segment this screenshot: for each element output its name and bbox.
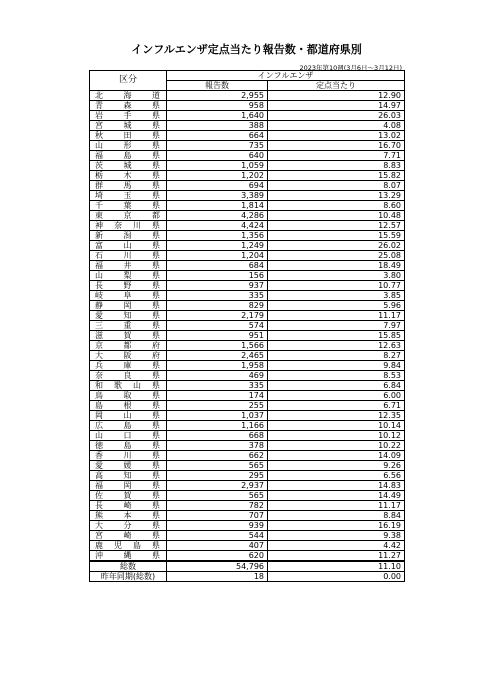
- prefecture-name: 福 岡 県: [95, 481, 160, 490]
- prefecture-name: 青 森 県: [95, 101, 160, 110]
- prefecture-cell: [90, 221, 167, 231]
- reports-cell: 1,640: [167, 111, 268, 121]
- prefecture-name: 長 崎 県: [95, 501, 160, 510]
- per-sentinel-cell: 8.07: [268, 181, 405, 191]
- prefecture-cell: [90, 281, 167, 291]
- reports-cell: 388: [167, 121, 268, 131]
- reports-cell: 1,958: [167, 361, 268, 371]
- table-row: [90, 311, 405, 321]
- table-row: [90, 241, 405, 251]
- prefecture-cell: [90, 91, 167, 101]
- prefecture-name: 沖 縄 県: [95, 551, 160, 560]
- prefecture-name: 滋 賀 県: [95, 331, 160, 340]
- prefecture-cell: [90, 381, 167, 391]
- prefecture-cell: [90, 351, 167, 361]
- table-row: [90, 291, 405, 301]
- table-row: [90, 321, 405, 331]
- prefecture-cell: [90, 141, 167, 151]
- reports-cell: 1,356: [167, 231, 268, 241]
- prefecture-cell: [90, 521, 167, 531]
- prefecture-name: 秋 田 県: [95, 131, 160, 140]
- table-row: [90, 111, 405, 121]
- total-row: [90, 561, 405, 572]
- per-sentinel-cell: 3.85: [268, 291, 405, 301]
- prefecture-cell: [90, 421, 167, 431]
- prefecture-name: 富 山 県: [95, 241, 160, 250]
- per-sentinel-cell: 11.17: [268, 501, 405, 511]
- prefecture-cell: [90, 101, 167, 111]
- reports-cell: 407: [167, 541, 268, 551]
- prefecture-name: 島 根 県: [95, 401, 160, 410]
- prefecture-name: 徳 島 県: [95, 441, 160, 450]
- prefecture-cell: [90, 251, 167, 261]
- table-row: [90, 201, 405, 211]
- reports-cell: 295: [167, 471, 268, 481]
- table-row: [90, 141, 405, 151]
- table-row: [90, 231, 405, 241]
- prefecture-name: 三 重 県: [95, 321, 160, 330]
- per-sentinel-cell: 8.84: [268, 511, 405, 521]
- last-year-label: 昨年同期(総数): [90, 572, 167, 582]
- total-per-sentinel: 11.10: [268, 561, 405, 572]
- table-row: [90, 341, 405, 351]
- reports-cell: 1,204: [167, 251, 268, 261]
- reports-cell: 174: [167, 391, 268, 401]
- prefecture-cell: [90, 321, 167, 331]
- reports-cell: 156: [167, 271, 268, 281]
- reports-cell: 640: [167, 151, 268, 161]
- prefecture-cell: [90, 231, 167, 241]
- prefecture-name: 山 梨 県: [95, 271, 160, 280]
- prefecture-name: 大 分 県: [95, 521, 160, 530]
- per-sentinel-cell: 7.71: [268, 151, 405, 161]
- reports-cell: 544: [167, 531, 268, 541]
- prefecture-name: 広 島 県: [95, 421, 160, 430]
- per-sentinel-cell: 25.08: [268, 251, 405, 261]
- prefecture-name: 福 井 県: [95, 261, 160, 270]
- prefecture-cell: [90, 411, 167, 421]
- prefecture-cell: [90, 531, 167, 541]
- prefecture-name: 鹿 児 島 県: [95, 541, 160, 550]
- per-sentinel-cell: 16.19: [268, 521, 405, 531]
- reports-cell: 664: [167, 131, 268, 141]
- prefecture-cell: [90, 181, 167, 191]
- prefecture-name: 神 奈 川 県: [95, 221, 160, 230]
- reports-cell: 1,037: [167, 411, 268, 421]
- per-sentinel-cell: 10.12: [268, 431, 405, 441]
- table-row: [90, 401, 405, 411]
- table-row: [90, 331, 405, 341]
- reports-cell: 829: [167, 301, 268, 311]
- per-sentinel-cell: 6.00: [268, 391, 405, 401]
- per-sentinel-cell: 14.97: [268, 101, 405, 111]
- prefecture-name: 愛 媛 県: [95, 461, 160, 470]
- prefecture-cell: [90, 461, 167, 471]
- per-sentinel-cell: 14.83: [268, 481, 405, 491]
- table-row: [90, 91, 405, 101]
- prefecture-name: 岡 山 県: [95, 411, 160, 420]
- prefecture-cell: [90, 111, 167, 121]
- reports-cell: 2,937: [167, 481, 268, 491]
- prefecture-cell: [90, 551, 167, 562]
- table-row: [90, 481, 405, 491]
- per-sentinel-cell: 4.08: [268, 121, 405, 131]
- region-header: 区分: [90, 71, 167, 91]
- reports-cell: 684: [167, 261, 268, 271]
- prefecture-name: 北 海 道: [95, 91, 160, 100]
- prefecture-name: 静 岡 県: [95, 301, 160, 310]
- table-row: [90, 411, 405, 421]
- reports-cell: 1,814: [167, 201, 268, 211]
- reports-cell: 668: [167, 431, 268, 441]
- per-sentinel-cell: 13.29: [268, 191, 405, 201]
- table-row: [90, 101, 405, 111]
- prefecture-name: 熊 本 県: [95, 511, 160, 520]
- prefecture-name: 京 都 府: [95, 341, 160, 350]
- per-sentinel-cell: 12.35: [268, 411, 405, 421]
- table-row: [90, 521, 405, 531]
- prefecture-name: 埼 玉 県: [95, 191, 160, 200]
- reports-cell: 469: [167, 371, 268, 381]
- table-row: [90, 211, 405, 221]
- influenza-table: [89, 70, 405, 582]
- reports-cell: 1,249: [167, 241, 268, 251]
- reports-cell: 335: [167, 381, 268, 391]
- prefecture-name: 茨 城 県: [95, 161, 160, 170]
- table-row: [90, 551, 405, 562]
- prefecture-name: 石 川 県: [95, 251, 160, 260]
- per-sentinel-cell: 6.71: [268, 401, 405, 411]
- per-sentinel-cell: 16.70: [268, 141, 405, 151]
- prefecture-cell: [90, 451, 167, 461]
- prefecture-cell: [90, 261, 167, 271]
- reports-cell: 574: [167, 321, 268, 331]
- prefecture-cell: [90, 191, 167, 201]
- per-sentinel-cell: 14.49: [268, 491, 405, 501]
- table-row: [90, 381, 405, 391]
- table-row: [90, 131, 405, 141]
- prefecture-cell: [90, 121, 167, 131]
- prefecture-cell: [90, 481, 167, 491]
- prefecture-name: 奈 良 県: [95, 371, 160, 380]
- table-row: [90, 541, 405, 551]
- reports-cell: 565: [167, 491, 268, 501]
- table-row: [90, 161, 405, 171]
- table-row: [90, 251, 405, 261]
- total-reports: 54,796: [167, 561, 268, 572]
- reports-cell: 1,059: [167, 161, 268, 171]
- reports-cell: 958: [167, 101, 268, 111]
- reports-header: 報告数: [167, 81, 268, 91]
- prefecture-name: 兵 庫 県: [95, 361, 160, 370]
- prefecture-name: 千 葉 県: [95, 201, 160, 210]
- table-row: [90, 371, 405, 381]
- last-year-per-sentinel: 0.00: [268, 572, 405, 582]
- prefecture-name: 愛 知 県: [95, 311, 160, 320]
- per-sentinel-cell: 8.83: [268, 161, 405, 171]
- reports-cell: 620: [167, 551, 268, 562]
- report-period: 2023年第10週(3月6日～3月12日): [299, 64, 402, 72]
- prefecture-cell: [90, 471, 167, 481]
- per-sentinel-cell: 11.27: [268, 551, 405, 562]
- table-row: [90, 431, 405, 441]
- reports-cell: 4,424: [167, 221, 268, 231]
- prefecture-cell: [90, 131, 167, 141]
- table-row: [90, 351, 405, 361]
- table-row: [90, 391, 405, 401]
- table-row: [90, 301, 405, 311]
- prefecture-cell: [90, 511, 167, 521]
- reports-cell: 735: [167, 141, 268, 151]
- per-sentinel-cell: 12.63: [268, 341, 405, 351]
- reports-cell: 378: [167, 441, 268, 451]
- influenza-header: インフルエンザ: [167, 71, 405, 81]
- prefecture-cell: [90, 541, 167, 551]
- per-sentinel-header: 定点当たり: [268, 81, 405, 91]
- reports-cell: 951: [167, 331, 268, 341]
- prefecture-name: 宮 崎 県: [95, 531, 160, 540]
- prefecture-cell: [90, 241, 167, 251]
- prefecture-cell: [90, 301, 167, 311]
- prefecture-cell: [90, 501, 167, 511]
- table-row: [90, 461, 405, 471]
- per-sentinel-cell: 15.82: [268, 171, 405, 181]
- prefecture-cell: [90, 171, 167, 181]
- per-sentinel-cell: 8.27: [268, 351, 405, 361]
- reports-cell: 694: [167, 181, 268, 191]
- table-row: [90, 171, 405, 181]
- prefecture-name: 大 阪 府: [95, 351, 160, 360]
- per-sentinel-cell: 12.57: [268, 221, 405, 231]
- table-row: [90, 471, 405, 481]
- reports-cell: 1,566: [167, 341, 268, 351]
- per-sentinel-cell: 8.53: [268, 371, 405, 381]
- per-sentinel-cell: 14.09: [268, 451, 405, 461]
- per-sentinel-cell: 9.38: [268, 531, 405, 541]
- per-sentinel-cell: 15.85: [268, 331, 405, 341]
- per-sentinel-cell: 5.96: [268, 301, 405, 311]
- prefecture-cell: [90, 201, 167, 211]
- prefecture-cell: [90, 401, 167, 411]
- per-sentinel-cell: 10.22: [268, 441, 405, 451]
- per-sentinel-cell: 9.84: [268, 361, 405, 371]
- table-row: [90, 121, 405, 131]
- last-year-row: [90, 572, 405, 582]
- prefecture-name: 群 馬 県: [95, 181, 160, 190]
- per-sentinel-cell: 26.02: [268, 241, 405, 251]
- prefecture-cell: [90, 331, 167, 341]
- prefecture-cell: [90, 371, 167, 381]
- page-title: インフルエンザ定点当たり報告数・都道府県別: [131, 43, 362, 56]
- prefecture-cell: [90, 151, 167, 161]
- table-row: [90, 361, 405, 371]
- reports-cell: 4,286: [167, 211, 268, 221]
- table-row: [90, 261, 405, 271]
- prefecture-cell: [90, 211, 167, 221]
- table-row: [90, 421, 405, 431]
- per-sentinel-cell: 15.59: [268, 231, 405, 241]
- prefecture-cell: [90, 311, 167, 321]
- per-sentinel-cell: 8.60: [268, 201, 405, 211]
- prefecture-name: 佐 賀 県: [95, 491, 160, 500]
- prefecture-name: 長 野 県: [95, 281, 160, 290]
- prefecture-name: 和 歌 山 県: [95, 381, 160, 390]
- total-label: 総数: [90, 561, 167, 572]
- table-row: [90, 221, 405, 231]
- per-sentinel-cell: 10.14: [268, 421, 405, 431]
- per-sentinel-cell: 6.56: [268, 471, 405, 481]
- prefecture-name: 栃 木 県: [95, 171, 160, 180]
- reports-cell: 2,465: [167, 351, 268, 361]
- table-row: [90, 501, 405, 511]
- reports-cell: 335: [167, 291, 268, 301]
- prefecture-cell: [90, 361, 167, 371]
- table-row: [90, 491, 405, 501]
- prefecture-name: 岐 阜 県: [95, 291, 160, 300]
- per-sentinel-cell: 10.77: [268, 281, 405, 291]
- prefecture-name: 高 知 県: [95, 471, 160, 480]
- table-row: [90, 271, 405, 281]
- reports-cell: 662: [167, 451, 268, 461]
- reports-cell: 565: [167, 461, 268, 471]
- prefecture-name: 鳥 取 県: [95, 391, 160, 400]
- table-row: [90, 191, 405, 201]
- last-year-reports: 18: [167, 572, 268, 582]
- table-row: [90, 281, 405, 291]
- prefecture-name: 岩 手 県: [95, 111, 160, 120]
- per-sentinel-cell: 10.48: [268, 211, 405, 221]
- per-sentinel-cell: 6.84: [268, 381, 405, 391]
- per-sentinel-cell: 18.49: [268, 261, 405, 271]
- reports-cell: 2,955: [167, 91, 268, 101]
- prefecture-cell: [90, 291, 167, 301]
- prefecture-cell: [90, 161, 167, 171]
- table-row: [90, 511, 405, 521]
- prefecture-name: 新 潟 県: [95, 231, 160, 240]
- prefecture-name: 山 口 県: [95, 431, 160, 440]
- prefecture-name: 福 島 県: [95, 151, 160, 160]
- prefecture-cell: [90, 431, 167, 441]
- prefecture-name: 山 形 県: [95, 141, 160, 150]
- table-row: [90, 151, 405, 161]
- prefecture-name: 宮 城 県: [95, 121, 160, 130]
- reports-cell: 1,202: [167, 171, 268, 181]
- reports-cell: 255: [167, 401, 268, 411]
- per-sentinel-cell: 12.90: [268, 91, 405, 101]
- reports-cell: 707: [167, 511, 268, 521]
- per-sentinel-cell: 11.17: [268, 311, 405, 321]
- table-row: [90, 441, 405, 451]
- per-sentinel-cell: 9.26: [268, 461, 405, 471]
- per-sentinel-cell: 13.02: [268, 131, 405, 141]
- reports-cell: 782: [167, 501, 268, 511]
- table-row: [90, 181, 405, 191]
- prefecture-cell: [90, 391, 167, 401]
- prefecture-name: 香 川 県: [95, 451, 160, 460]
- prefecture-cell: [90, 491, 167, 501]
- prefecture-cell: [90, 271, 167, 281]
- per-sentinel-cell: 7.97: [268, 321, 405, 331]
- reports-cell: 1,166: [167, 421, 268, 431]
- table-row: [90, 451, 405, 461]
- header-row-1: [90, 71, 405, 81]
- prefecture-cell: [90, 441, 167, 451]
- per-sentinel-cell: 26.03: [268, 111, 405, 121]
- table-row: [90, 531, 405, 541]
- per-sentinel-cell: 4.42: [268, 541, 405, 551]
- per-sentinel-cell: 3.80: [268, 271, 405, 281]
- reports-cell: 3,389: [167, 191, 268, 201]
- prefecture-name: 東 京 都: [95, 211, 160, 220]
- reports-cell: 937: [167, 281, 268, 291]
- reports-cell: 2,179: [167, 311, 268, 321]
- prefecture-cell: [90, 341, 167, 351]
- reports-cell: 939: [167, 521, 268, 531]
